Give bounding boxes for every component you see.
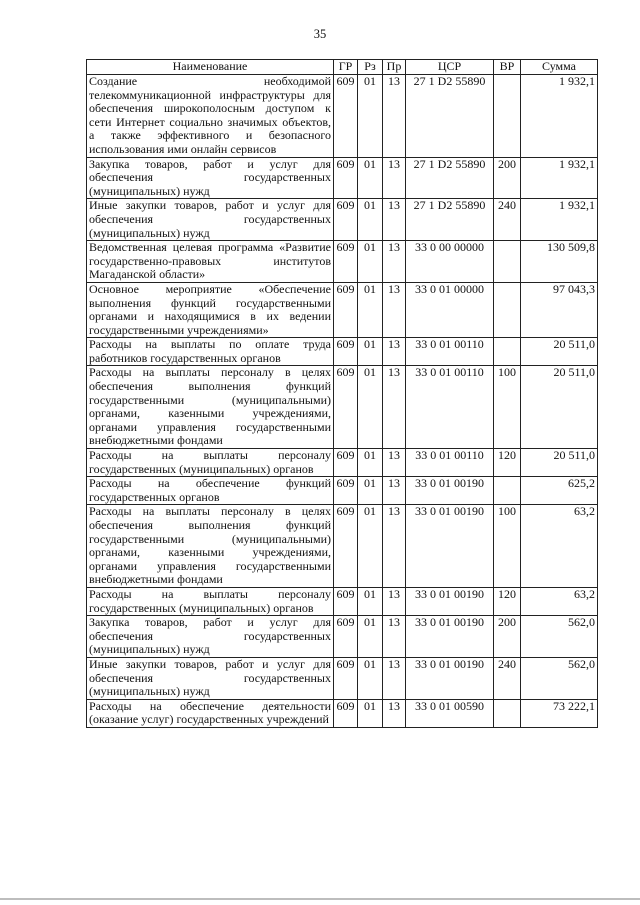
cell-vr: [494, 75, 521, 158]
table-row: [87, 587, 598, 615]
cell-gr: 609: [334, 449, 358, 477]
cell-pr: 13: [383, 616, 406, 658]
cell-vr: 200: [494, 616, 521, 658]
cell-csr: 27 1 D2 55890: [406, 199, 494, 241]
cell-gr: 609: [334, 657, 358, 699]
cell-pr: 13: [383, 241, 406, 283]
cell-csr: 33 0 00 00000: [406, 241, 494, 283]
cell-vr: 120: [494, 449, 521, 477]
cell-rz: 01: [358, 477, 383, 505]
cell-pr: 13: [383, 699, 406, 727]
cell-name: Иные закупки товаров, работ и услуг для обеспечения государственных (муниципальных) нужд: [87, 199, 334, 241]
cell-sum: 1 932,1: [521, 75, 598, 158]
cell-gr: 609: [334, 199, 358, 241]
cell-csr: 33 0 01 00110: [406, 338, 494, 366]
cell-gr: 609: [334, 157, 358, 199]
cell-vr: 240: [494, 199, 521, 241]
cell-gr: 609: [334, 241, 358, 283]
cell-name: Ведомственная целевая программа «Развитие государственно-правовых институтов Магаданской области»: [87, 241, 334, 283]
cell-name: Расходы на выплаты персоналу государственных (муниципальных) органов: [87, 449, 334, 477]
table-row: [87, 282, 598, 337]
cell-csr: 33 0 01 00110: [406, 449, 494, 477]
cell-pr: 13: [383, 657, 406, 699]
cell-name: Расходы на выплаты по оплате труда работников государственных органов: [87, 338, 334, 366]
cell-rz: 01: [358, 505, 383, 588]
cell-sum: 20 511,0: [521, 449, 598, 477]
cell-gr: 609: [334, 699, 358, 727]
cell-name: Закупка товаров, работ и услуг для обеспечения государственных (муниципальных) нужд: [87, 157, 334, 199]
cell-sum: 20 511,0: [521, 366, 598, 449]
cell-vr: 120: [494, 587, 521, 615]
cell-sum: 73 222,1: [521, 699, 598, 727]
cell-csr: 33 0 01 00190: [406, 587, 494, 615]
cell-vr: 100: [494, 505, 521, 588]
page-bottom-edge: [0, 898, 640, 900]
table-row: [87, 657, 598, 699]
cell-rz: 01: [358, 699, 383, 727]
cell-pr: 13: [383, 477, 406, 505]
cell-vr: [494, 699, 521, 727]
header-pr: Пр: [383, 60, 406, 75]
cell-vr: [494, 282, 521, 337]
cell-gr: 609: [334, 477, 358, 505]
cell-name: Расходы на обеспечение деятельности (оказание услуг) государственных учреждений: [87, 699, 334, 727]
cell-csr: 27 1 D2 55890: [406, 157, 494, 199]
cell-csr: 33 0 01 00000: [406, 282, 494, 337]
cell-sum: 63,2: [521, 587, 598, 615]
cell-name: Расходы на выплаты персоналу в целях обеспечения выполнения функций государственными (муниципальными) органами, казенными учреждениями, органами управления государственными внебюджетными фондами: [87, 366, 334, 449]
table-row: [87, 199, 598, 241]
cell-name: Расходы на выплаты персоналу в целях обеспечения выполнения функций государственными (муниципальными) органами, казенными учреждениями, органами управления государственными внебюджетными фондами: [87, 505, 334, 588]
cell-gr: 609: [334, 587, 358, 615]
cell-name: Расходы на выплаты персоналу государственных (муниципальных) органов: [87, 587, 334, 615]
header-rz: Рз: [358, 60, 383, 75]
cell-rz: 01: [358, 366, 383, 449]
cell-csr: 33 0 01 00190: [406, 616, 494, 658]
cell-rz: 01: [358, 449, 383, 477]
cell-csr: 27 1 D2 55890: [406, 75, 494, 158]
cell-rz: 01: [358, 587, 383, 615]
cell-pr: 13: [383, 505, 406, 588]
table-row: [87, 241, 598, 283]
cell-vr: 240: [494, 657, 521, 699]
cell-rz: 01: [358, 75, 383, 158]
header-name: Наименование: [87, 60, 334, 75]
cell-sum: 20 511,0: [521, 338, 598, 366]
cell-name: Расходы на обеспечение функций государственных органов: [87, 477, 334, 505]
cell-rz: 01: [358, 657, 383, 699]
header-csr: ЦСР: [406, 60, 494, 75]
cell-vr: 100: [494, 366, 521, 449]
cell-pr: 13: [383, 157, 406, 199]
cell-pr: 13: [383, 338, 406, 366]
cell-pr: 13: [383, 282, 406, 337]
cell-pr: 13: [383, 449, 406, 477]
cell-gr: 609: [334, 338, 358, 366]
cell-vr: [494, 241, 521, 283]
cell-rz: 01: [358, 199, 383, 241]
table-row: [87, 366, 598, 449]
header-vr: ВР: [494, 60, 521, 75]
cell-csr: 33 0 01 00590: [406, 699, 494, 727]
cell-sum: 562,0: [521, 616, 598, 658]
cell-pr: 13: [383, 199, 406, 241]
header-sum: Сумма: [521, 60, 598, 75]
cell-name: Закупка товаров, работ и услуг для обеспечения государственных (муниципальных) нужд: [87, 616, 334, 658]
cell-rz: 01: [358, 616, 383, 658]
cell-csr: 33 0 01 00190: [406, 477, 494, 505]
cell-csr: 33 0 01 00190: [406, 505, 494, 588]
cell-sum: 1 932,1: [521, 199, 598, 241]
cell-rz: 01: [358, 241, 383, 283]
cell-sum: 130 509,8: [521, 241, 598, 283]
table-row: [87, 699, 598, 727]
table-row: [87, 616, 598, 658]
cell-gr: 609: [334, 282, 358, 337]
table-row: [87, 477, 598, 505]
cell-sum: 97 043,3: [521, 282, 598, 337]
cell-gr: 609: [334, 616, 358, 658]
cell-sum: 562,0: [521, 657, 598, 699]
cell-name: Иные закупки товаров, работ и услуг для обеспечения государственных (муниципальных) нужд: [87, 657, 334, 699]
cell-rz: 01: [358, 338, 383, 366]
cell-vr: [494, 338, 521, 366]
page-number: 35: [313, 27, 327, 41]
cell-pr: 13: [383, 75, 406, 158]
cell-vr: 200: [494, 157, 521, 199]
header-gr: ГР: [334, 60, 358, 75]
cell-name: Основное мероприятие «Обеспечение выполнения функций государственными органами и находящимися в их ведении государственными учреждениями»: [87, 282, 334, 337]
cell-csr: 33 0 01 00110: [406, 366, 494, 449]
table-row: [87, 338, 598, 366]
cell-sum: 63,2: [521, 505, 598, 588]
table-row: [87, 505, 598, 588]
cell-rz: 01: [358, 282, 383, 337]
cell-sum: 625,2: [521, 477, 598, 505]
cell-sum: 1 932,1: [521, 157, 598, 199]
cell-vr: [494, 477, 521, 505]
table-row: [87, 157, 598, 199]
table-row: [87, 449, 598, 477]
table-header-row: [87, 60, 598, 75]
cell-gr: 609: [334, 366, 358, 449]
cell-gr: 609: [334, 75, 358, 158]
table-body: [87, 75, 598, 728]
budget-table: [86, 59, 598, 728]
cell-csr: 33 0 01 00190: [406, 657, 494, 699]
cell-pr: 13: [383, 587, 406, 615]
cell-gr: 609: [334, 505, 358, 588]
cell-rz: 01: [358, 157, 383, 199]
cell-name: Создание необходимой телекоммуникационной инфраструктуры для обеспечения широкополосным доступом к сети Интернет социально значимых объектов, а также эффективного и безопасного использования ими онлайн сервисов: [87, 75, 334, 158]
cell-pr: 13: [383, 366, 406, 449]
table-row: [87, 75, 598, 158]
